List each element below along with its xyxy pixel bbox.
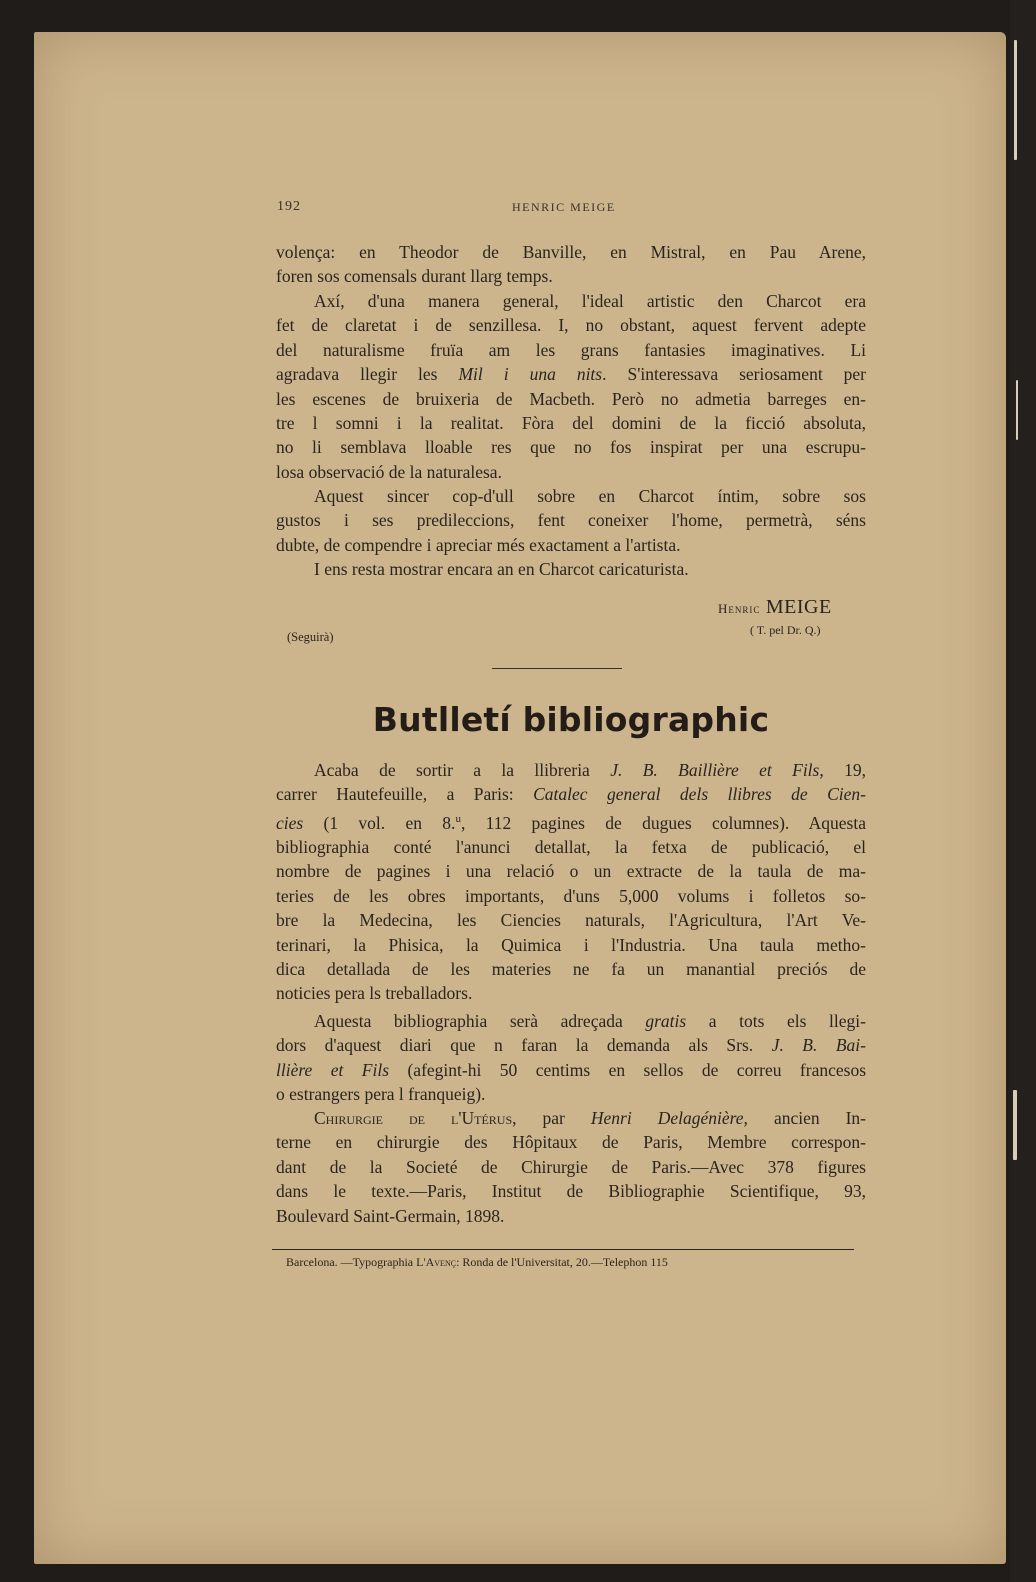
text-line: foren sos comensals durant llarg temps. bbox=[276, 266, 553, 287]
paragraph-3 bbox=[276, 484, 866, 557]
text-line: Boulevard Saint-Germain, 1898. bbox=[276, 1205, 505, 1226]
book-title-smallcaps: Chirurgie de l'Utérus, bbox=[314, 1108, 517, 1128]
continued-note: (Seguirà) bbox=[287, 630, 334, 644]
printer-imprint: Barcelona. —Typographia L'Avenç: Ronda de l'Universitat, 20.—Telephon 115 bbox=[286, 1255, 668, 1269]
text-line: dica detallada de les materies ne fa un manantial preciós de bbox=[276, 959, 866, 980]
text-line: del naturalisme fruïa am les grans fantasies imaginatives. Li bbox=[276, 339, 866, 360]
author-signature bbox=[718, 596, 878, 619]
text-line: noticies pera ls treballadors. bbox=[276, 983, 473, 1004]
text-line: I ens resta mostrar encara an en Charcot caricaturista. bbox=[314, 559, 689, 579]
text-line: dubte, de compendre i apreciar més exactament a l'artista. bbox=[276, 534, 681, 555]
text-line: terinari, la Phisica, la Quimica i l'Industria. Una taula metho- bbox=[276, 934, 866, 955]
text-line: nombre de pagines i una relació o un extracte de la taula de ma- bbox=[276, 861, 866, 882]
text-line: carrer Hautefeuille, a Paris: Catalec general dels llibres de Cien- bbox=[276, 784, 866, 805]
text-line: Axí, d'una manera general, l'ideal artistic den Charcot era bbox=[314, 291, 866, 311]
author-name: Henri Delagénière, bbox=[590, 1108, 748, 1128]
text-line: bre la Medecina, les Ciencies naturals, l'Agricultura, l'Art Ve- bbox=[276, 910, 866, 931]
bulletin-paragraph-1 bbox=[276, 758, 866, 1006]
paragraph-4 bbox=[276, 557, 866, 581]
text-line: Acaba de sortir a la llibreria J. B. Baillière et Fils, 19, bbox=[314, 760, 866, 780]
text-line: teries de les obres importants, d'uns 5,000 volums i folletos so- bbox=[276, 885, 866, 906]
section-divider bbox=[492, 668, 622, 669]
catalogue-title: Catalec general dels llibres de Cien- bbox=[533, 784, 866, 805]
paragraph-2 bbox=[276, 289, 866, 484]
publisher-name: J. B. Baillière et Fils, bbox=[610, 760, 824, 780]
text-line: dors d'aquest diari que n faran la demanda als Srs. J. B. Bai- bbox=[276, 1035, 866, 1056]
signature-first-name: Henric bbox=[718, 601, 761, 616]
gratis-word: gratis bbox=[645, 1011, 687, 1031]
text-line: gustos i ses predileccions, fent coneixer l'home, permetrà, séns bbox=[276, 510, 866, 531]
running-head-author: HENRIC MEIGE bbox=[512, 200, 616, 214]
page-number: 192 bbox=[277, 199, 301, 214]
text-line: Aquesta bibliographia serà adreçada gratis a tots els llegi- bbox=[314, 1011, 866, 1031]
text-line: volença: en Theodor de Banville, en Mistral, en Pau Arene, bbox=[276, 242, 866, 262]
text-line: terne en chirurgie des Hôpitaux de Paris, Membre correspon- bbox=[276, 1132, 866, 1153]
paragraph-1 bbox=[276, 240, 866, 289]
text-line: o estrangers pera l franqueig). bbox=[276, 1084, 486, 1105]
text-line: dant de la Societé de Chirurgie de Paris.—Avec 378 figures bbox=[276, 1156, 866, 1177]
text-line: dans le texte.—Paris, Institut de Bibliographie Scientifique, 93, bbox=[276, 1181, 866, 1202]
next-page-edge bbox=[1010, 0, 1036, 1582]
text-line: no li semblava lloable res que no fos inspirat per una escrupu- bbox=[276, 437, 866, 458]
translator-credit: ( T. pel Dr. Q.) bbox=[750, 623, 821, 637]
text-line: bibliographia conté l'anunci detallat, la fetxa de publicació, el bbox=[276, 837, 866, 858]
text-line: cies (1 vol. en 8.$^u$, 112 pagines de dugues columnes). Aquesta bbox=[276, 812, 866, 833]
bulletin-paragraph-3 bbox=[276, 1106, 866, 1228]
text-line: losa observació de la naturalesa. bbox=[276, 461, 502, 482]
section-title: Butlletí bibliographic bbox=[372, 700, 770, 739]
text-line: les escenes de bruixeria de Macbeth. Però no admetia barreges en- bbox=[276, 388, 866, 409]
running-head bbox=[277, 196, 865, 220]
signature-last-name: MEIGE bbox=[765, 596, 832, 618]
text-line: llière et Fils (afegint-hi 50 centims en sellos de correu francesos bbox=[276, 1059, 867, 1080]
text-line: tre l somni i la realitat. Fòra del domini de la ficció absoluta, bbox=[276, 413, 866, 434]
text-line: fet de claretat i de senzillesa. I, no obstant, aquest fervent adepte bbox=[276, 315, 866, 336]
footer-rule bbox=[272, 1249, 854, 1250]
bulletin-paragraph-2 bbox=[276, 1009, 866, 1107]
book-title: Mil i una nits bbox=[458, 364, 603, 385]
text-line: Chirurgie de l'Utérus, par Henri Delagénière, ancien In- bbox=[314, 1108, 867, 1128]
text-line: agradava llegir les Mil i una nits. S'interessava seriosament per bbox=[276, 364, 867, 385]
text-line: Aquest sincer cop-d'ull sobre en Charcot íntim, sobre sos bbox=[314, 486, 866, 506]
